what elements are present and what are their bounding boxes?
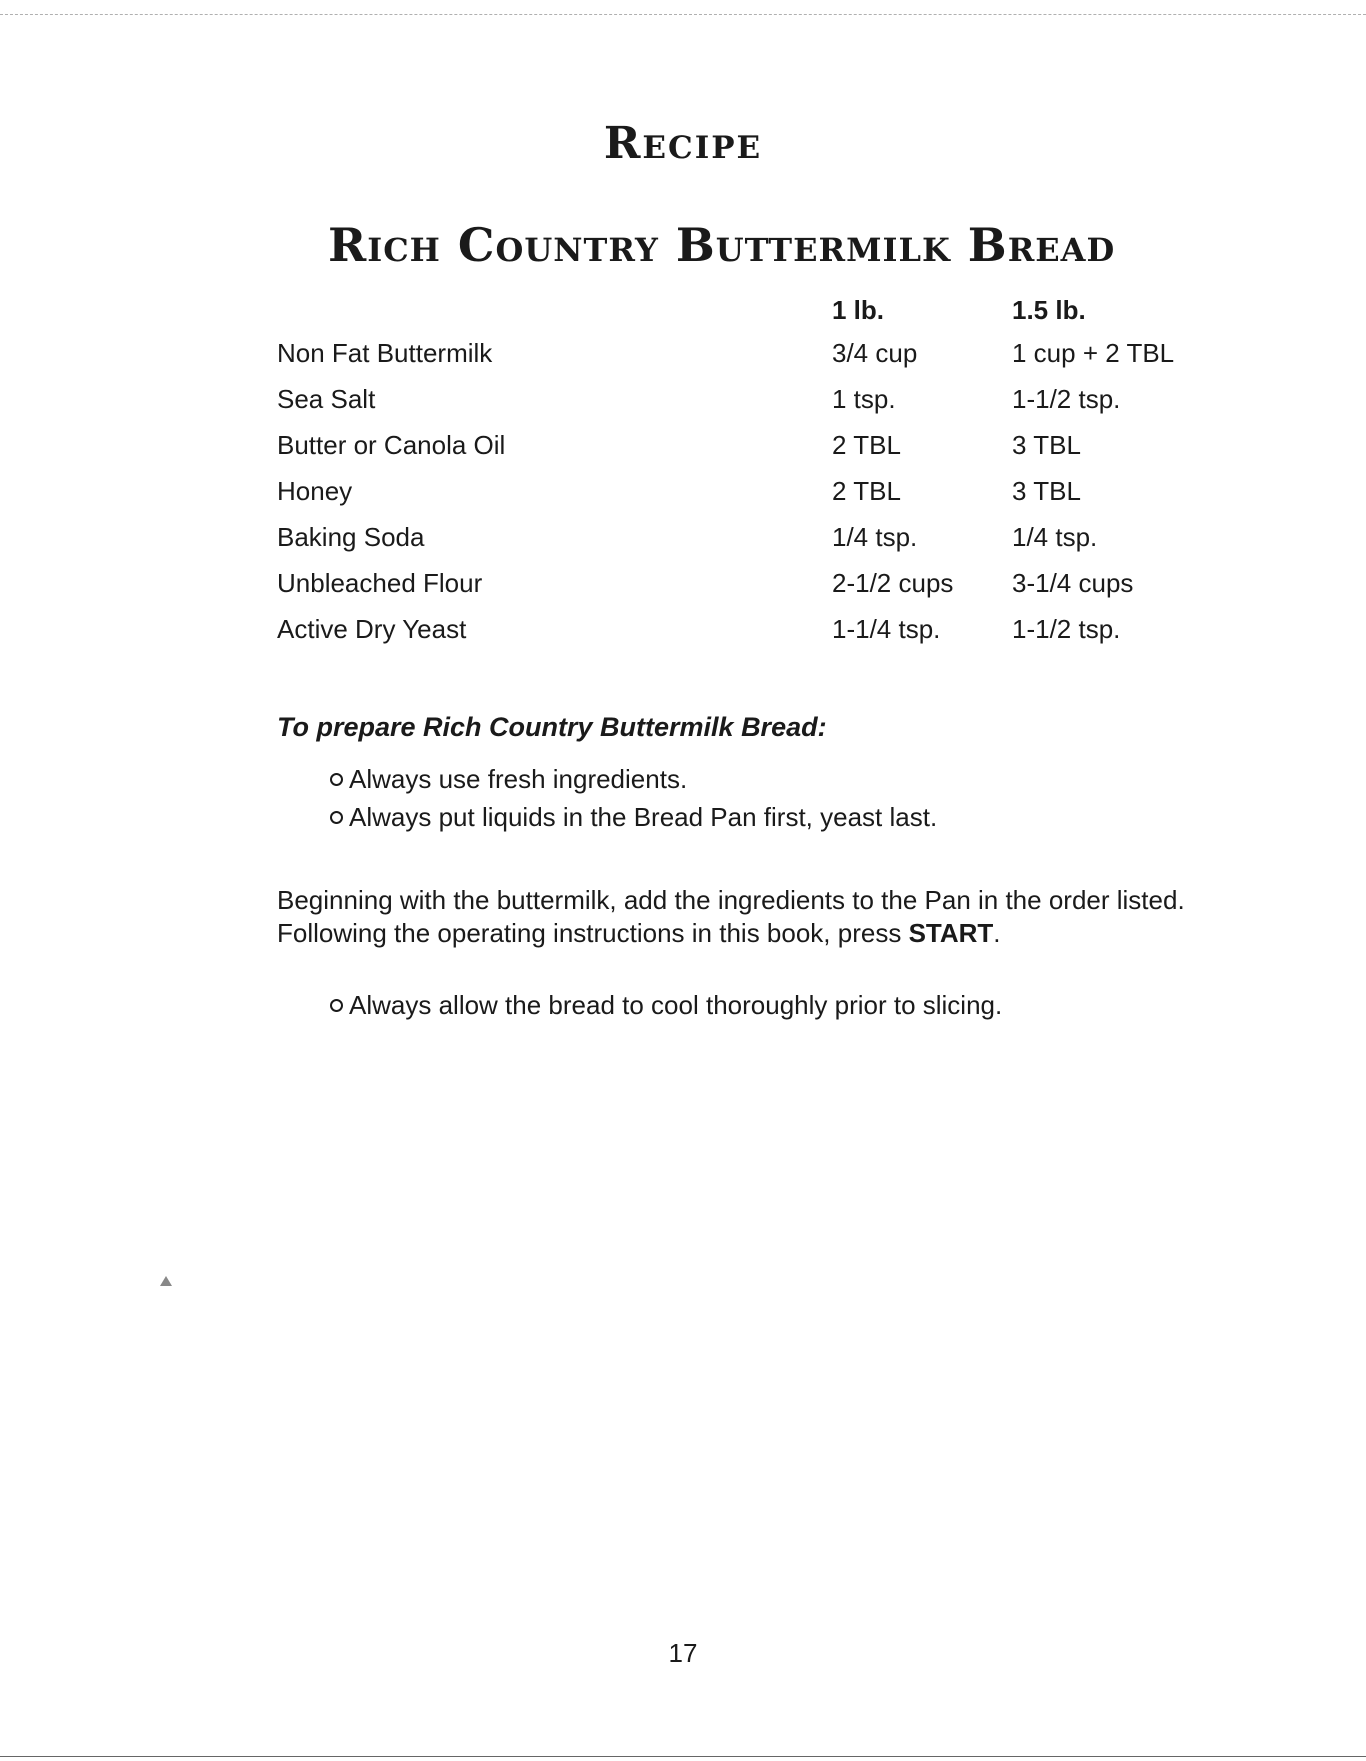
bullet-icon — [330, 773, 343, 786]
ingredient-name: Sea Salt — [277, 384, 376, 414]
ingredient-amount-1lb: 1-1/4 tsp. — [832, 614, 941, 644]
ingredient-name: Baking Soda — [277, 522, 425, 552]
ingredient-amount-1lb: 2-1/2 cups — [832, 568, 954, 598]
ingredient-row — [277, 468, 1237, 514]
top-rule — [0, 14, 1366, 15]
size-header-1-5lb: 1.5 lb. — [1012, 295, 1086, 325]
ingredient-amount-1lb: 3/4 cup — [832, 338, 918, 368]
ingredient-amount-1-5lb: 1-1/2 tsp. — [1012, 614, 1121, 644]
scan-speck-icon — [160, 1276, 172, 1286]
tips-list — [330, 760, 937, 836]
ingredients-header-row — [277, 290, 1237, 330]
tips-list-after — [330, 986, 1002, 1024]
recipe-title: Rich Country Buttermilk Bread — [328, 218, 1116, 272]
page-number: 17 — [668, 1638, 698, 1668]
bottom-rule — [0, 1756, 1366, 1757]
ingredient-amount-1lb: 1 tsp. — [832, 384, 896, 414]
ingredient-row — [277, 376, 1237, 422]
tip-text: Always use fresh ingredients. — [349, 764, 688, 794]
ingredient-amount-1-5lb: 1/4 tsp. — [1012, 522, 1098, 552]
ingredient-row — [277, 330, 1237, 376]
ingredient-amount-1-5lb: 3-1/4 cups — [1012, 568, 1134, 598]
ingredient-amount-1-5lb: 3 TBL — [1012, 430, 1081, 460]
instructions-text: Beginning with the buttermilk, add the ingredients to the Pan in the order listed. Following the operating instructions in this book, press — [277, 885, 1185, 948]
ingredient-amount-1-5lb: 3 TBL — [1012, 476, 1081, 506]
ingredient-row — [277, 606, 1237, 652]
start-emphasis: START — [908, 918, 994, 948]
ingredient-amount-1lb: 2 TBL — [832, 430, 901, 460]
ingredient-amount-1-5lb: 1-1/2 tsp. — [1012, 384, 1121, 414]
prep-heading: To prepare Rich Country Buttermilk Bread: — [277, 712, 827, 742]
ingredient-name: Active Dry Yeast — [277, 614, 467, 644]
ingredient-row — [277, 514, 1237, 560]
ingredient-amount-1lb: 1/4 tsp. — [832, 522, 918, 552]
section-title: Recipe — [603, 118, 763, 169]
tip-text: Always allow the bread to cool thoroughly prior to slicing. — [349, 990, 1003, 1020]
ingredients-table — [277, 290, 1237, 652]
list-item — [330, 798, 937, 836]
ingredient-name: Honey — [277, 476, 353, 506]
size-header-1lb: 1 lb. — [832, 295, 885, 325]
bullet-icon — [330, 811, 343, 824]
ingredient-name: Unbleached Flour — [277, 568, 483, 598]
ingredient-row — [277, 422, 1237, 468]
list-item — [330, 760, 937, 798]
ingredient-name: Non Fat Buttermilk — [277, 338, 493, 368]
tip-text: Always put liquids in the Bread Pan first, yeast last. — [349, 802, 938, 832]
ingredient-name: Butter or Canola Oil — [277, 430, 506, 460]
ingredient-row — [277, 560, 1237, 606]
ingredient-amount-1-5lb: 1 cup + 2 TBL — [1012, 338, 1175, 368]
instructions-paragraph — [277, 884, 1237, 950]
bullet-icon — [330, 999, 343, 1012]
list-item — [330, 986, 1002, 1024]
instructions-end: . — [993, 918, 1001, 948]
ingredient-amount-1lb: 2 TBL — [832, 476, 901, 506]
